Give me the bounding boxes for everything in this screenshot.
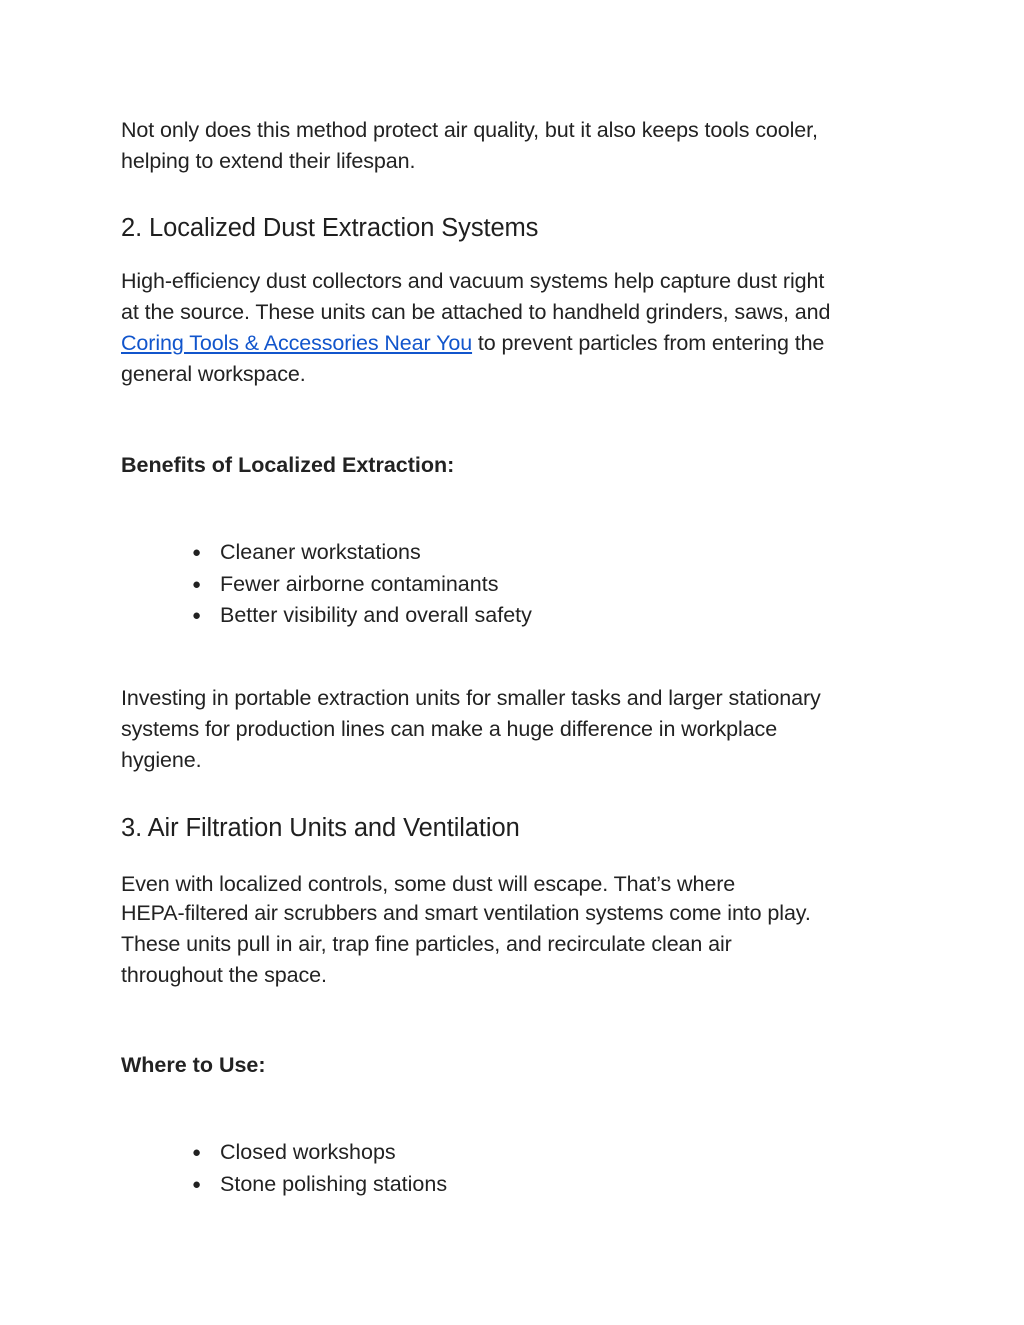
bullet-icon: ● (192, 1175, 202, 1193)
list-item-text: Cleaner workstations (220, 540, 421, 564)
list-item (190, 600, 532, 632)
list-item-text: Closed workshops (220, 1140, 396, 1164)
closing-line: Investing in portable extraction units for smaller tasks and larger stationary (121, 686, 821, 710)
section3-line: HEPA-filtered air scrubbers and smart ventilation systems come into play. (121, 901, 811, 925)
benefits-list (190, 537, 532, 632)
benefits-subheading: Benefits of Localized Extraction: (121, 453, 455, 477)
list-item (190, 1137, 447, 1169)
list-item (190, 1169, 447, 1201)
section2-line: at the source. These units can be attached to handheld grinders, saws, and (121, 300, 831, 324)
section2-line (121, 328, 911, 359)
bullet-icon: ● (192, 1144, 202, 1161)
list-item-text: Stone polishing stations (220, 1171, 448, 1196)
where-to-use-list (190, 1137, 447, 1200)
coring-tools-link[interactable]: Coring Tools & Accessories Near You (121, 331, 473, 355)
bullet-icon: ● (192, 544, 202, 561)
list-item (190, 537, 532, 569)
section2-line: general workspace. (121, 362, 306, 386)
closing-line: hygiene. (121, 748, 202, 772)
section-heading-localized-dust-extraction: 2. Localized Dust Extraction Systems (121, 214, 539, 242)
section3-line: Even with localized controls, some dust will escape. That’s where (121, 872, 736, 896)
section2-line-rest: to prevent particles from entering the (472, 331, 825, 355)
bullet-icon: ● (192, 575, 202, 593)
section2-paragraph (121, 266, 911, 390)
list-item-text: Fewer airborne contaminants (220, 571, 499, 596)
closing-line: systems for production lines can make a huge difference in workplace (121, 717, 778, 741)
section3-line: throughout the space. (121, 963, 327, 987)
list-item (190, 569, 532, 601)
intro-line: helping to extend their lifespan. (121, 149, 416, 173)
section2-line: High-efficiency dust collectors and vacuum systems help capture dust right (121, 269, 825, 293)
list-item-text: Better visibility and overall safety (220, 603, 532, 627)
bullet-icon: ● (192, 607, 202, 624)
intro-line: Not only does this method protect air quality, but it also keeps tools cooler, (121, 118, 818, 142)
intro-paragraph (121, 115, 911, 177)
section3-paragraph (121, 869, 911, 991)
where-to-use-subheading: Where to Use: (121, 1053, 266, 1077)
section3-line: These units pull in air, trap fine particles, and recirculate clean air (121, 932, 732, 956)
closing-paragraph (121, 683, 911, 776)
section-heading-air-filtration: 3. Air Filtration Units and Ventilation (121, 814, 520, 842)
